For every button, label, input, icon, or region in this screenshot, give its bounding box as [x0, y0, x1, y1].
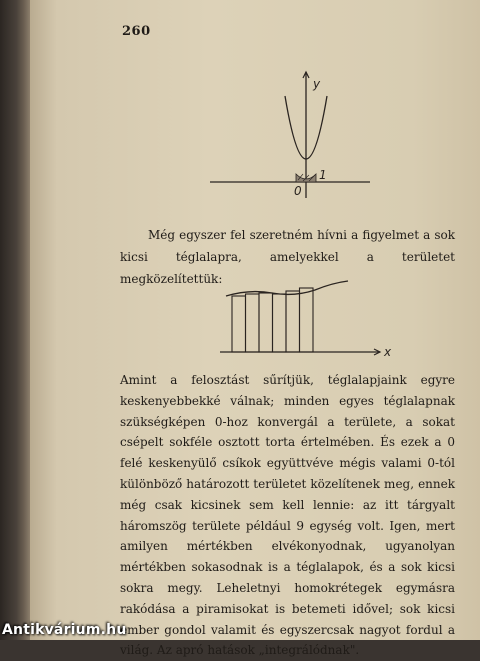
page-number: 260 [122, 24, 151, 39]
rectangles-figure [220, 275, 395, 370]
one-label: 1 [319, 168, 327, 182]
approximation-rectangle [259, 293, 273, 352]
function-curve [226, 281, 348, 296]
watermark: Antikvárium.hu [2, 622, 127, 638]
parabola-figure [210, 70, 370, 200]
book-page [30, 0, 480, 658]
rectangle-bars [232, 288, 313, 352]
approximation-rectangle [286, 291, 300, 352]
x-axis-label: x [384, 345, 392, 359]
intro-paragraph: Még egyszer fel szeretném hívni a figyelmet a sok kicsi téglalapra, amelyekkel a területet megközelítettük: [120, 228, 455, 286]
main-paragraph: Amint a felosztást sűrítjük, téglalapjaink egyre keskenyebbekké válnak; minden egyes téglalapnak szükségképen 0-hoz konvergál a területe, a sokat csépelt sokféle osztott torta értelmében. És ezek a 0 felé keskenyülő csíkok együttvéve mégis valami 0-tól különböző határozott területet közelítenek meg, ennek még csak kicsinek sem kell lennie: az itt tárgyalt háromszög területe például 9 egység volt. Igen, mert amilyen mértékben elvékonyodnak, ugyanolyan mértékben sokasodnak is a téglalapok, és a sok kicsi sokra megy. Leheletnyi homokrétegek egymásra rakódása a piramisokat is betemeti idővel; sok kicsi ember gondol valamit és egyszercsak nagyot fordul a világ. Az apró hatások „integrálódnak". [120, 373, 455, 658]
approximation-rectangle [273, 294, 287, 352]
approximation-rectangle [246, 294, 260, 352]
book-spine [0, 0, 30, 640]
approximation-rectangle [232, 296, 246, 352]
approximation-rectangle [300, 288, 314, 352]
y-axis-label: y [313, 77, 321, 91]
origin-label: 0 [294, 184, 302, 198]
